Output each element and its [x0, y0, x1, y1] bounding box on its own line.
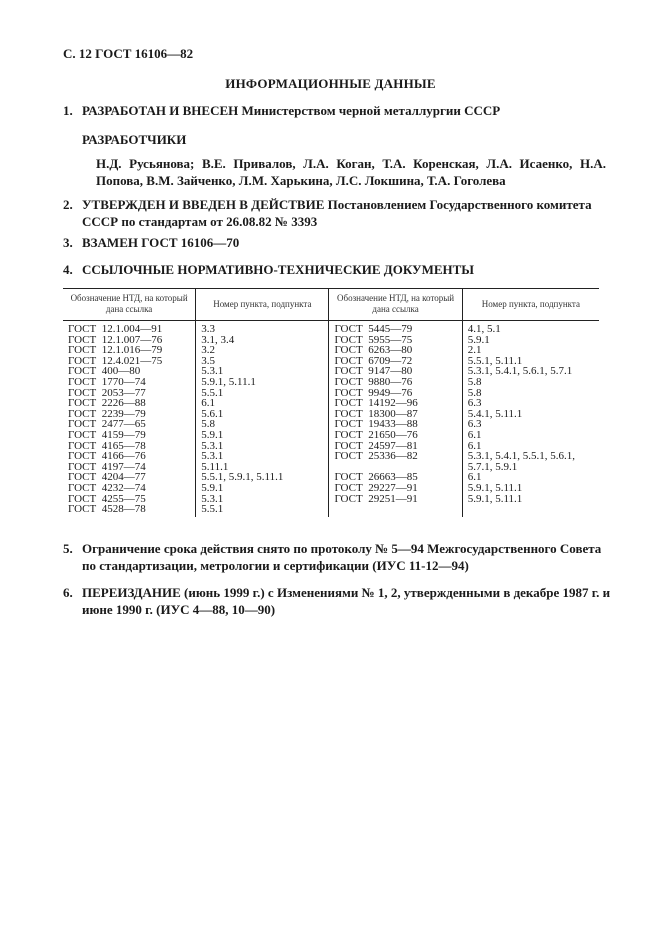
ntd-designation: ГОСТ 2226—88 — [68, 397, 146, 410]
section-2 — [63, 196, 611, 230]
section-number: 6. — [63, 585, 73, 600]
clause-number: 5.9.1 — [201, 428, 224, 441]
document-title: ИНФОРМАЦИОННЫЕ ДАННЫЕ — [225, 76, 436, 91]
section-text: Ограничение срока действия снято по протоколу № 5—94 Межгосударственного Совета по стандартизации, метрологии и сертификации (ИУС 11-12—94) — [82, 541, 602, 573]
section-6 — [63, 584, 611, 618]
ntd-designation: ГОСТ 12.1.016—79 — [68, 344, 163, 357]
ntd-designation: ГОСТ 400—80 — [68, 365, 141, 378]
reference-documents-table — [63, 288, 599, 517]
clause-number: 5.3.1 — [201, 492, 224, 505]
clause-number: 5.9.1 — [467, 333, 490, 346]
clause-number: 3.5 — [201, 354, 215, 367]
clause-number: 3.3 — [201, 323, 215, 335]
ntd-designation: ГОСТ 2053—77 — [68, 386, 146, 399]
section-text: ССЫЛОЧНЫЕ НОРМАТИВНО-ТЕХНИЧЕСКИЕ ДОКУМЕНТЫ — [82, 262, 475, 277]
clause-number: 6.3 — [467, 397, 482, 410]
clause-number: 5.3.1 — [201, 439, 224, 452]
clause-number: 5.7.1, 5.9.1 — [467, 460, 518, 473]
ntd-designation: ГОСТ 4232—74 — [68, 481, 146, 494]
clause-number: 5.5.1, 5.11.1 — [467, 354, 523, 367]
ntd-designation: ГОСТ 24597—81 — [334, 439, 418, 452]
ntd-designation: ГОСТ 4255—75 — [68, 492, 146, 505]
ntd-designation: ГОСТ 5955—75 — [334, 333, 413, 346]
clause-number: 5.8 — [201, 418, 215, 431]
column-header: Номер пункта, подпункта — [462, 289, 599, 321]
ntd-designation: ГОСТ 26663—85 — [334, 471, 418, 484]
clause-number: 5.3.1 — [201, 365, 224, 378]
ntd-designation: ГОСТ 4159—79 — [68, 428, 146, 441]
ntd-designation: ГОСТ 4528—78 — [68, 503, 146, 516]
developers-list: Н.Д. Русьянова; В.Е. Привалов, Л.А. Коган, Т.А. Коренская, Л.А. Исаенко, Н.А. Попова, В.М. Зайченко, Л.М. Харькина, Л.С. Локшина, Т.А. Гоголева — [96, 156, 606, 188]
clause-number: 5.3.1, 5.4.1, 5.5.1, 5.6.1, — [467, 450, 575, 463]
clause-number: 6.1 — [467, 471, 482, 484]
section-text: РАЗРАБОТАН И ВНЕСЕН Министерством черной металлургии СССР — [82, 103, 501, 118]
ntd-designation: ГОСТ 25336—82 — [334, 450, 418, 463]
section-3 — [63, 234, 611, 251]
clause-number: 6.1 — [467, 439, 482, 452]
table-header-row — [63, 289, 599, 321]
ntd-designation: ГОСТ 9147—80 — [334, 365, 413, 378]
section-5 — [63, 540, 611, 574]
ntd-designation: ГОСТ 21650—76 — [334, 428, 418, 441]
section-number: 1. — [63, 103, 73, 118]
ntd-designation: ГОСТ 12.4.021—75 — [68, 354, 163, 367]
table-row — [63, 321, 599, 335]
table-body — [63, 321, 599, 517]
clause-number: 6.1 — [467, 428, 482, 441]
clause-number: 5.6.1 — [201, 407, 224, 420]
ntd-designation: ГОСТ 9880—76 — [334, 375, 413, 388]
section-number: 4. — [63, 262, 73, 277]
clause-number: 5.11.1 — [201, 460, 229, 473]
ntd-designation: ГОСТ 12.1.004—91 — [68, 323, 163, 335]
ntd-designation: ГОСТ 4204—77 — [68, 471, 146, 484]
clause-number: 5.9.1, 5.11.1 — [467, 492, 523, 505]
ntd-designation: ГОСТ 6263—80 — [334, 344, 413, 357]
section-1 — [63, 102, 611, 119]
ntd-designation: ГОСТ 2239—79 — [68, 407, 146, 420]
section-number: 5. — [63, 541, 73, 556]
ntd-designation: ГОСТ 6709—72 — [334, 354, 413, 367]
ntd-designation: ГОСТ 4166—76 — [68, 450, 146, 463]
section-4 — [63, 261, 611, 278]
table-row — [63, 504, 599, 517]
section-text: ВЗАМЕН ГОСТ 16106—70 — [82, 235, 240, 250]
clause-number: 3.2 — [201, 344, 215, 357]
clause-number: 5.5.1, 5.9.1, 5.11.1 — [201, 471, 284, 484]
clause-number: 2.1 — [467, 344, 482, 357]
ntd-designation: ГОСТ 19433—88 — [334, 418, 418, 431]
ntd-designation: ГОСТ 14192—96 — [334, 397, 418, 410]
column-header: Обозначение НТД, на который дана ссылка — [329, 289, 462, 321]
clause-number: 6.1 — [201, 397, 215, 410]
ntd-designation: ГОСТ 1770—74 — [68, 375, 146, 388]
ntd-designation: ГОСТ 12.1.007—76 — [68, 333, 163, 346]
ntd-designation: ГОСТ 9949—76 — [334, 386, 413, 399]
clause-number: 5.9.1, 5.11.1 — [467, 481, 523, 494]
clause-number: 5.5.1 — [201, 503, 224, 516]
section-number: 2. — [63, 197, 73, 212]
clause-number: 3.1, 3.4 — [201, 333, 235, 346]
clause-number: 5.9.1, 5.11.1 — [201, 375, 256, 388]
section-number: 3. — [63, 235, 73, 250]
clause-number: 5.8 — [467, 386, 482, 399]
clause-number: 5.8 — [467, 375, 482, 388]
column-header: Обозначение НТД, на который дана ссылка — [63, 289, 196, 321]
page-header: С. 12 ГОСТ 16106—82 — [63, 46, 194, 61]
clause-number: 5.4.1, 5.11.1 — [467, 407, 523, 420]
ntd-designation: ГОСТ 18300—87 — [334, 407, 418, 420]
ntd-designation: ГОСТ 29227—91 — [334, 481, 418, 494]
ntd-designation: ГОСТ 29251—91 — [334, 492, 418, 505]
clause-number: 6.3 — [467, 418, 482, 431]
clause-number: 4.1, 5.1 — [467, 323, 501, 335]
developers-heading: РАЗРАБОТЧИКИ — [82, 132, 187, 147]
ntd-designation: ГОСТ 2477—65 — [68, 418, 146, 431]
column-header: Номер пункта, подпункта — [196, 289, 329, 321]
ntd-designation: ГОСТ 5445—79 — [334, 323, 413, 335]
ntd-designation: ГОСТ 4197—74 — [68, 460, 146, 473]
ntd-designation: ГОСТ 4165—78 — [68, 439, 146, 452]
section-text: УТВЕРЖДЕН И ВВЕДЕН В ДЕЙСТВИЕ Постановлением Государственного комитета СССР по стандартам от 26.08.82 № 3393 — [82, 197, 592, 229]
clause-number: 5.5.1 — [201, 386, 224, 399]
clause-number: 5.3.1 — [201, 450, 224, 463]
section-text: ПЕРЕИЗДАНИЕ (июнь 1999 г.) с Изменениями № 1, 2, утвержденными в декабре 1987 г. и июне 1990 г. (ИУС 4—88, 10—90) — [82, 585, 611, 617]
clause-number: 5.3.1, 5.4.1, 5.6.1, 5.7.1 — [467, 365, 573, 378]
clause-number: 5.9.1 — [201, 481, 224, 494]
